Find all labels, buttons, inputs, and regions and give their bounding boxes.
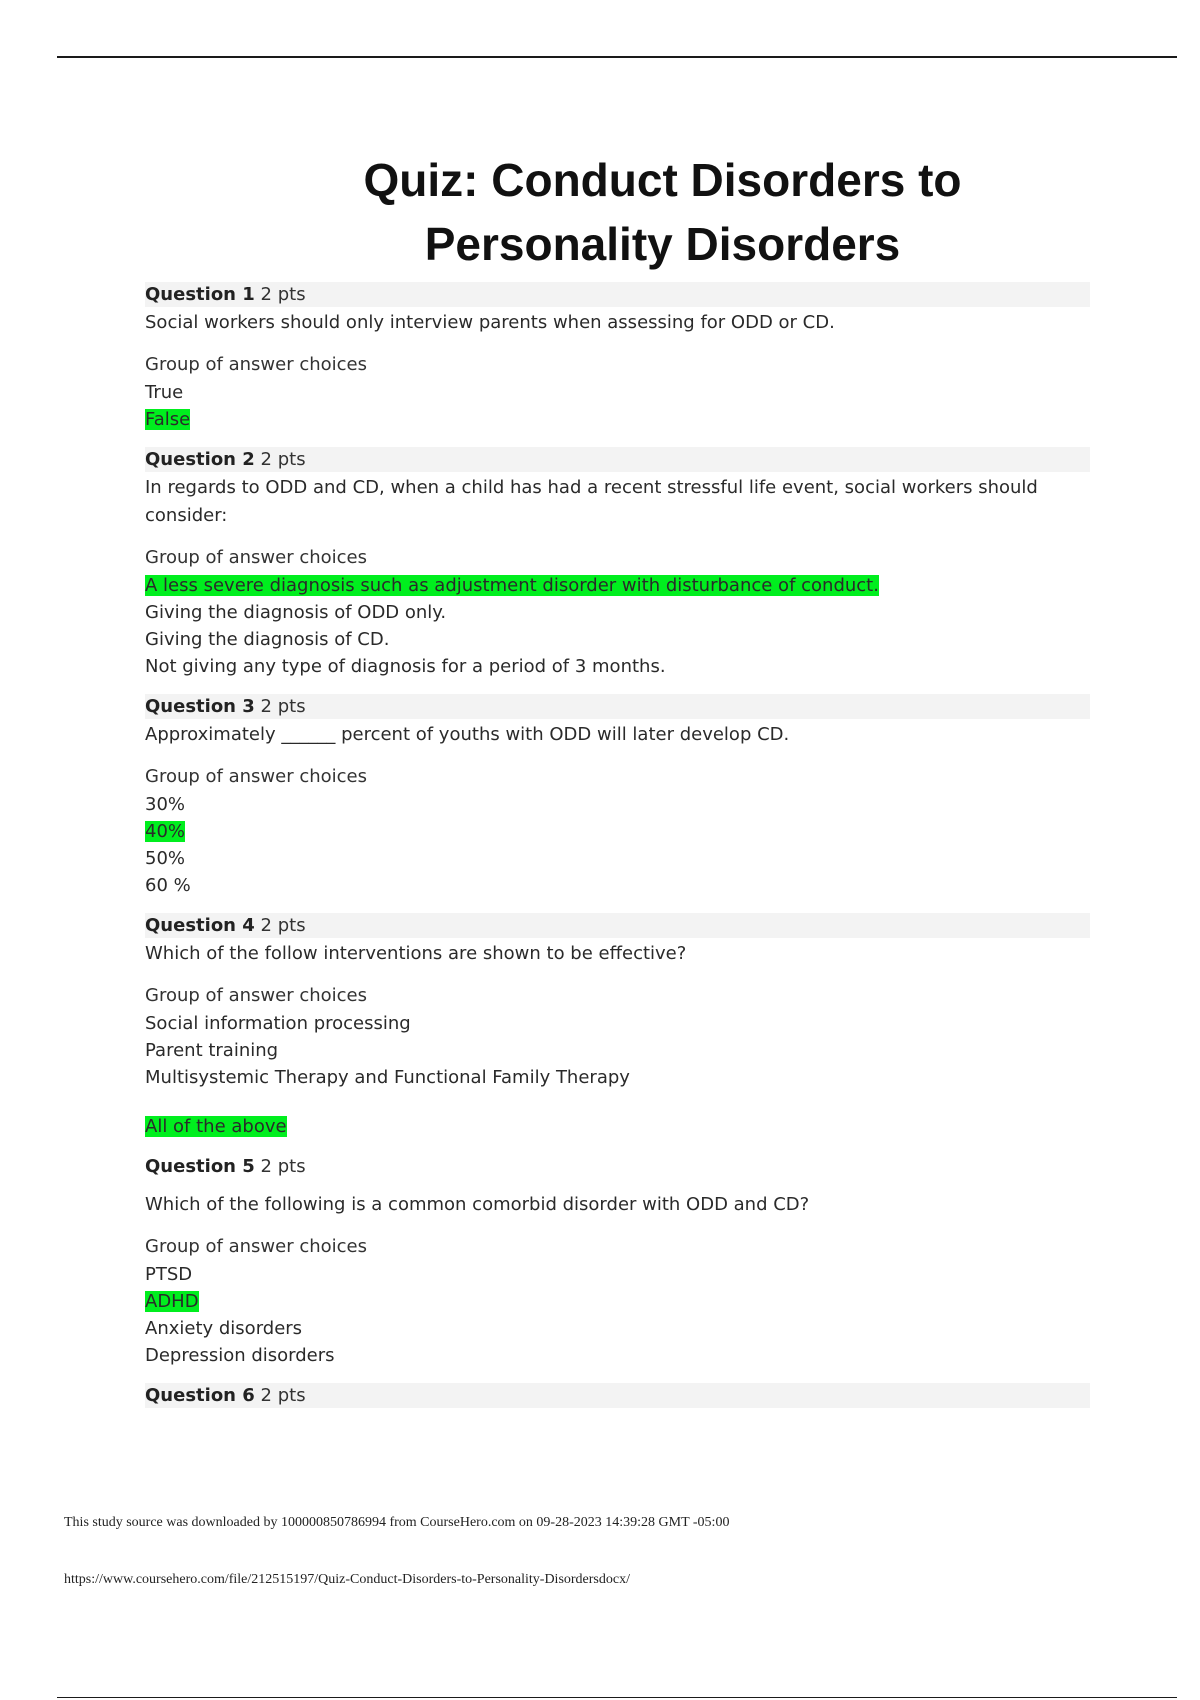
question-number: Question 4: [145, 915, 255, 936]
answer-choice-correct[interactable]: 40%: [145, 821, 186, 842]
question-text: Which of the follow interventions are shown to be effective?: [145, 943, 687, 964]
question-1: [145, 282, 1090, 433]
question-points: 2 pts: [260, 284, 306, 305]
question-header: [145, 694, 1090, 719]
question-header: [145, 282, 1090, 307]
question-text: Which of the following is a common comorbid disorder with ODD and CD?: [145, 1194, 810, 1215]
download-notice: This study source was downloaded by 100000850786994 from CourseHero.com on 09-28-2023 14:39:28 GMT -05:00: [64, 1515, 730, 1530]
question-number: Question 5: [145, 1156, 255, 1177]
question-4: [145, 913, 1090, 1140]
answer-choice-correct[interactable]: A less severe diagnosis such as adjustment disorder with disturbance of conduct.: [145, 575, 879, 596]
top-rule: [57, 56, 1177, 58]
quiz-document: [145, 148, 1090, 1422]
answer-choice-correct[interactable]: False: [145, 409, 191, 430]
answer-choice-correct[interactable]: All of the above: [145, 1116, 287, 1137]
answer-choice[interactable]: Anxiety disorders: [145, 1318, 303, 1339]
answer-group-label: Group of answer choices: [145, 354, 367, 375]
question-3: [145, 694, 1090, 899]
answer-choice[interactable]: Giving the diagnosis of CD.: [145, 629, 390, 650]
question-5: [145, 1154, 1090, 1369]
answer-choice-correct[interactable]: ADHD: [145, 1291, 199, 1312]
answer-choice[interactable]: 60 %: [145, 875, 191, 896]
answer-group-label: Group of answer choices: [145, 766, 367, 787]
question-6: [145, 1383, 1090, 1408]
answer-group-label: Group of answer choices: [145, 985, 367, 1006]
question-text: In regards to ODD and CD, when a child has had a recent stressful life event, social workers should consider:: [145, 477, 1038, 526]
answer-choice[interactable]: 50%: [145, 848, 186, 869]
question-header: [145, 1383, 1090, 1408]
answer-group-label: Group of answer choices: [145, 1236, 367, 1257]
answer-choice[interactable]: PTSD: [145, 1264, 193, 1285]
question-points: 2 pts: [260, 1385, 306, 1406]
answer-group-label: Group of answer choices: [145, 547, 367, 568]
question-header: [145, 1154, 1090, 1179]
source-url[interactable]: https://www.coursehero.com/file/212515197/Quiz-Conduct-Disorders-to-Personality-Disordersdocx/: [64, 1572, 630, 1587]
question-text: Approximately ______ percent of youths with ODD will later develop CD.: [145, 724, 790, 745]
answer-choice[interactable]: Social information processing: [145, 1013, 411, 1034]
answer-choice[interactable]: Depression disorders: [145, 1345, 335, 1366]
question-points: 2 pts: [260, 449, 306, 470]
answer-choice[interactable]: 30%: [145, 794, 186, 815]
answer-choice[interactable]: Parent training: [145, 1040, 279, 1061]
question-points: 2 pts: [260, 696, 306, 717]
question-number: Question 3: [145, 696, 255, 717]
answer-choice[interactable]: Multisystemic Therapy and Functional Family Therapy: [145, 1067, 630, 1088]
question-number: Question 1: [145, 284, 255, 305]
question-header: [145, 447, 1090, 472]
bottom-rule: [57, 1697, 1177, 1698]
question-points: 2 pts: [260, 1156, 306, 1177]
question-header: [145, 913, 1090, 938]
question-points: 2 pts: [260, 915, 306, 936]
answer-choice[interactable]: Giving the diagnosis of ODD only.: [145, 602, 447, 623]
question-number: Question 2: [145, 449, 255, 470]
answer-choice[interactable]: True: [145, 382, 184, 403]
page-title: Quiz: Conduct Disorders to Personality Disorders: [363, 154, 962, 270]
question-text: Social workers should only interview parents when assessing for ODD or CD.: [145, 312, 835, 333]
answer-choice[interactable]: Not giving any type of diagnosis for a period of 3 months.: [145, 656, 666, 677]
question-2: [145, 447, 1090, 680]
question-number: Question 6: [145, 1385, 255, 1406]
